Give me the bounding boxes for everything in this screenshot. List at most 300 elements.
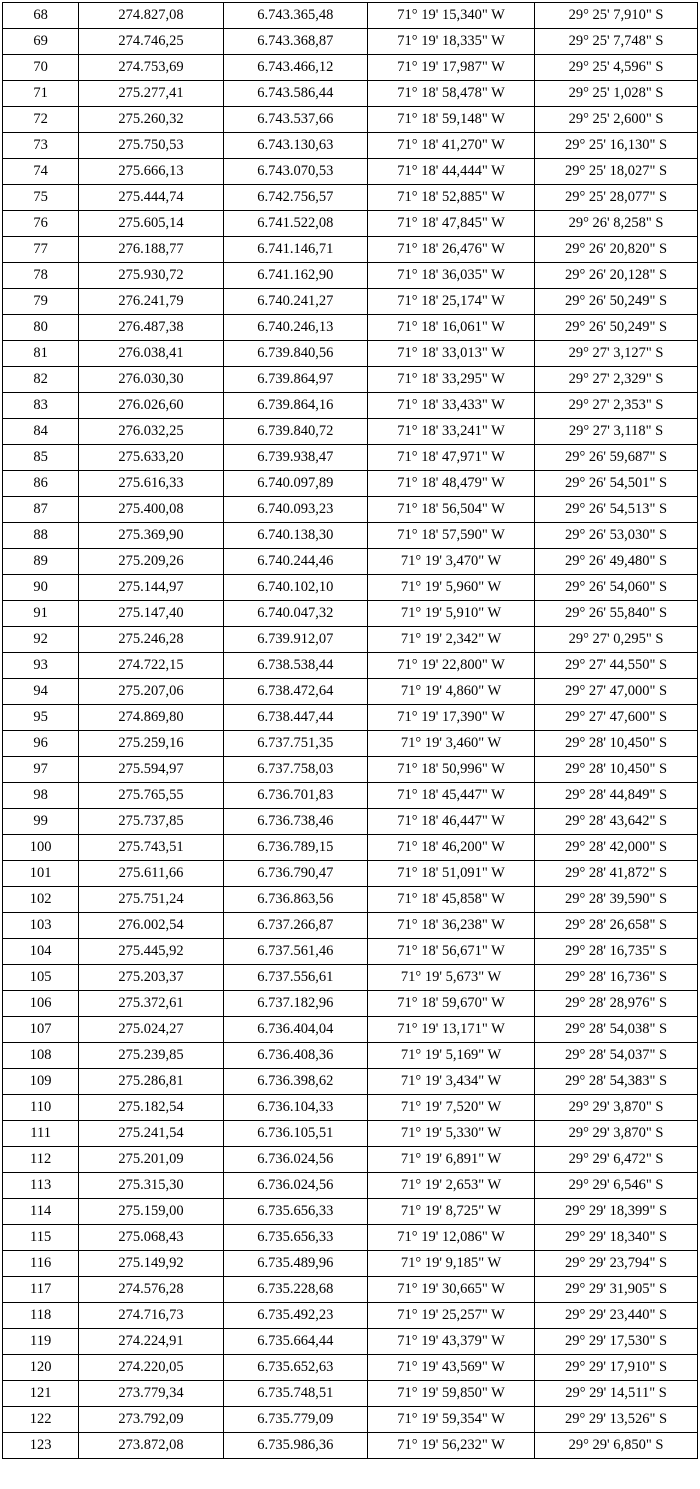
cell-latitude: 29° 27' 44,550" S (535, 653, 698, 679)
cell-longitude: 71° 19' 5,960" W (368, 575, 535, 601)
cell-index: 88 (3, 523, 79, 549)
cell-latitude: 29° 26' 54,501" S (535, 471, 698, 497)
cell-index: 73 (3, 133, 79, 159)
cell-easting: 275.930,72 (79, 263, 223, 289)
cell-latitude: 29° 29' 17,910" S (535, 1355, 698, 1381)
cell-northing: 6.738.538,44 (223, 653, 367, 679)
cell-northing: 6.742.756,57 (223, 185, 367, 211)
cell-northing: 6.740.093,23 (223, 497, 367, 523)
cell-index: 106 (3, 991, 79, 1017)
cell-northing: 6.743.365,48 (223, 3, 367, 29)
cell-longitude: 71° 18' 36,238" W (368, 913, 535, 939)
cell-latitude: 29° 27' 0,295" S (535, 627, 698, 653)
cell-easting: 275.241,54 (79, 1121, 223, 1147)
cell-longitude: 71° 18' 50,996" W (368, 757, 535, 783)
cell-latitude: 29° 29' 18,399" S (535, 1199, 698, 1225)
cell-longitude: 71° 19' 43,379" W (368, 1329, 535, 1355)
cell-index: 114 (3, 1199, 79, 1225)
cell-northing: 6.737.266,87 (223, 913, 367, 939)
cell-northing: 6.740.138,30 (223, 523, 367, 549)
cell-latitude: 29° 27' 3,127" S (535, 341, 698, 367)
table-row (3, 887, 698, 913)
cell-northing: 6.739.912,07 (223, 627, 367, 653)
cell-index: 110 (3, 1095, 79, 1121)
cell-latitude: 29° 25' 2,600" S (535, 107, 698, 133)
cell-northing: 6.735.492,23 (223, 1303, 367, 1329)
cell-easting: 275.239,85 (79, 1043, 223, 1069)
cell-latitude: 29° 28' 43,642" S (535, 809, 698, 835)
table-row (3, 523, 698, 549)
cell-latitude: 29° 26' 8,258" S (535, 211, 698, 237)
cell-longitude: 71° 18' 59,148" W (368, 107, 535, 133)
cell-index: 70 (3, 55, 79, 81)
cell-easting: 275.260,32 (79, 107, 223, 133)
cell-longitude: 71° 19' 43,569" W (368, 1355, 535, 1381)
cell-easting: 275.182,54 (79, 1095, 223, 1121)
cell-latitude: 29° 29' 3,870" S (535, 1121, 698, 1147)
cell-longitude: 71° 18' 36,035" W (368, 263, 535, 289)
cell-index: 77 (3, 237, 79, 263)
cell-index: 84 (3, 419, 79, 445)
cell-easting: 275.315,30 (79, 1173, 223, 1199)
cell-northing: 6.739.864,97 (223, 367, 367, 393)
cell-longitude: 71° 19' 25,257" W (368, 1303, 535, 1329)
cell-easting: 276.026,60 (79, 393, 223, 419)
cell-latitude: 29° 27' 47,000" S (535, 679, 698, 705)
cell-northing: 6.735.986,36 (223, 1433, 367, 1459)
table-row (3, 627, 698, 653)
cell-easting: 273.872,08 (79, 1433, 223, 1459)
table-row (3, 1381, 698, 1407)
cell-index: 115 (3, 1225, 79, 1251)
cell-latitude: 29° 27' 47,600" S (535, 705, 698, 731)
table-row (3, 107, 698, 133)
cell-longitude: 71° 18' 56,504" W (368, 497, 535, 523)
cell-northing: 6.737.556,61 (223, 965, 367, 991)
cell-index: 83 (3, 393, 79, 419)
cell-latitude: 29° 25' 16,130" S (535, 133, 698, 159)
cell-latitude: 29° 26' 49,480" S (535, 549, 698, 575)
table-row (3, 419, 698, 445)
cell-easting: 274.722,15 (79, 653, 223, 679)
cell-latitude: 29° 29' 6,850" S (535, 1433, 698, 1459)
cell-northing: 6.736.024,56 (223, 1173, 367, 1199)
cell-northing: 6.739.840,56 (223, 341, 367, 367)
cell-index: 104 (3, 939, 79, 965)
cell-northing: 6.737.561,46 (223, 939, 367, 965)
cell-easting: 275.159,00 (79, 1199, 223, 1225)
table-row (3, 1173, 698, 1199)
cell-index: 122 (3, 1407, 79, 1433)
cell-index: 117 (3, 1277, 79, 1303)
cell-index: 75 (3, 185, 79, 211)
table-row (3, 315, 698, 341)
cell-index: 119 (3, 1329, 79, 1355)
cell-longitude: 71° 19' 9,185" W (368, 1251, 535, 1277)
cell-northing: 6.735.656,33 (223, 1199, 367, 1225)
table-row (3, 81, 698, 107)
cell-northing: 6.740.241,27 (223, 289, 367, 315)
cell-easting: 274.827,08 (79, 3, 223, 29)
cell-northing: 6.740.097,89 (223, 471, 367, 497)
cell-easting: 275.246,28 (79, 627, 223, 653)
cell-easting: 276.038,41 (79, 341, 223, 367)
cell-index: 103 (3, 913, 79, 939)
table-row (3, 1069, 698, 1095)
cell-latitude: 29° 28' 26,658" S (535, 913, 698, 939)
cell-northing: 6.735.779,09 (223, 1407, 367, 1433)
cell-longitude: 71° 19' 56,232" W (368, 1433, 535, 1459)
table-row (3, 471, 698, 497)
cell-longitude: 71° 19' 5,169" W (368, 1043, 535, 1069)
cell-easting: 275.068,43 (79, 1225, 223, 1251)
cell-longitude: 71° 18' 26,476" W (368, 237, 535, 263)
cell-latitude: 29° 28' 54,038" S (535, 1017, 698, 1043)
cell-easting: 276.030,30 (79, 367, 223, 393)
cell-latitude: 29° 25' 18,027" S (535, 159, 698, 185)
cell-longitude: 71° 19' 6,891" W (368, 1147, 535, 1173)
cell-index: 80 (3, 315, 79, 341)
cell-easting: 275.203,37 (79, 965, 223, 991)
table-row (3, 1433, 698, 1459)
cell-latitude: 29° 26' 54,060" S (535, 575, 698, 601)
cell-longitude: 71° 18' 33,013" W (368, 341, 535, 367)
cell-latitude: 29° 26' 50,249" S (535, 289, 698, 315)
cell-index: 85 (3, 445, 79, 471)
cell-easting: 275.400,08 (79, 497, 223, 523)
cell-easting: 275.372,61 (79, 991, 223, 1017)
cell-longitude: 71° 18' 48,479" W (368, 471, 535, 497)
cell-latitude: 29° 25' 4,596" S (535, 55, 698, 81)
table-row (3, 55, 698, 81)
table-row (3, 29, 698, 55)
cell-latitude: 29° 26' 53,030" S (535, 523, 698, 549)
cell-index: 86 (3, 471, 79, 497)
cell-latitude: 29° 26' 20,820" S (535, 237, 698, 263)
cell-longitude: 71° 18' 46,200" W (368, 835, 535, 861)
cell-northing: 6.740.246,13 (223, 315, 367, 341)
cell-longitude: 71° 18' 16,061" W (368, 315, 535, 341)
cell-easting: 275.209,26 (79, 549, 223, 575)
cell-easting: 273.779,34 (79, 1381, 223, 1407)
cell-longitude: 71° 19' 18,335" W (368, 29, 535, 55)
cell-northing: 6.739.864,16 (223, 393, 367, 419)
cell-index: 113 (3, 1173, 79, 1199)
cell-index: 93 (3, 653, 79, 679)
cell-longitude: 71° 18' 47,971" W (368, 445, 535, 471)
cell-easting: 275.286,81 (79, 1069, 223, 1095)
table-row (3, 731, 698, 757)
cell-longitude: 71° 19' 59,354" W (368, 1407, 535, 1433)
table-row (3, 1329, 698, 1355)
table-row (3, 575, 698, 601)
cell-index: 74 (3, 159, 79, 185)
cell-longitude: 71° 19' 2,653" W (368, 1173, 535, 1199)
cell-latitude: 29° 25' 7,910" S (535, 3, 698, 29)
table-row (3, 367, 698, 393)
cell-index: 78 (3, 263, 79, 289)
table-row (3, 991, 698, 1017)
cell-easting: 276.188,77 (79, 237, 223, 263)
cell-easting: 275.743,51 (79, 835, 223, 861)
cell-index: 112 (3, 1147, 79, 1173)
cell-longitude: 71° 18' 47,845" W (368, 211, 535, 237)
cell-index: 92 (3, 627, 79, 653)
table-row (3, 289, 698, 315)
table-row (3, 133, 698, 159)
cell-index: 99 (3, 809, 79, 835)
cell-easting: 274.576,28 (79, 1277, 223, 1303)
cell-easting: 275.149,92 (79, 1251, 223, 1277)
cell-latitude: 29° 28' 10,450" S (535, 731, 698, 757)
cell-index: 116 (3, 1251, 79, 1277)
cell-easting: 274.716,73 (79, 1303, 223, 1329)
cell-northing: 6.738.472,64 (223, 679, 367, 705)
cell-northing: 6.735.656,33 (223, 1225, 367, 1251)
table-row (3, 3, 698, 29)
cell-latitude: 29° 26' 20,128" S (535, 263, 698, 289)
table-row (3, 601, 698, 627)
cell-easting: 275.611,66 (79, 861, 223, 887)
cell-index: 81 (3, 341, 79, 367)
cell-longitude: 71° 19' 8,725" W (368, 1199, 535, 1225)
cell-longitude: 71° 18' 56,671" W (368, 939, 535, 965)
cell-index: 94 (3, 679, 79, 705)
cell-easting: 275.605,14 (79, 211, 223, 237)
cell-index: 107 (3, 1017, 79, 1043)
cell-latitude: 29° 26' 59,687" S (535, 445, 698, 471)
cell-easting: 273.792,09 (79, 1407, 223, 1433)
cell-northing: 6.740.244,46 (223, 549, 367, 575)
cell-latitude: 29° 29' 18,340" S (535, 1225, 698, 1251)
table-row (3, 653, 698, 679)
cell-longitude: 71° 19' 15,340" W (368, 3, 535, 29)
cell-northing: 6.735.748,51 (223, 1381, 367, 1407)
coordinates-table-body (3, 3, 698, 1459)
cell-northing: 6.736.790,47 (223, 861, 367, 887)
table-row (3, 1355, 698, 1381)
cell-latitude: 29° 29' 23,794" S (535, 1251, 698, 1277)
cell-easting: 276.241,79 (79, 289, 223, 315)
cell-index: 87 (3, 497, 79, 523)
cell-latitude: 29° 26' 54,513" S (535, 497, 698, 523)
cell-latitude: 29° 28' 54,037" S (535, 1043, 698, 1069)
cell-longitude: 71° 19' 5,330" W (368, 1121, 535, 1147)
cell-longitude: 71° 19' 22,800" W (368, 653, 535, 679)
cell-index: 97 (3, 757, 79, 783)
cell-index: 82 (3, 367, 79, 393)
cell-easting: 275.750,53 (79, 133, 223, 159)
cell-longitude: 71° 19' 7,520" W (368, 1095, 535, 1121)
cell-longitude: 71° 18' 57,590" W (368, 523, 535, 549)
table-row (3, 965, 698, 991)
cell-longitude: 71° 18' 33,433" W (368, 393, 535, 419)
table-row (3, 159, 698, 185)
cell-longitude: 71° 19' 3,434" W (368, 1069, 535, 1095)
cell-latitude: 29° 28' 42,000" S (535, 835, 698, 861)
cell-latitude: 29° 28' 28,976" S (535, 991, 698, 1017)
cell-northing: 6.736.398,62 (223, 1069, 367, 1095)
cell-longitude: 71° 18' 45,858" W (368, 887, 535, 913)
cell-easting: 275.207,06 (79, 679, 223, 705)
cell-longitude: 71° 18' 45,447" W (368, 783, 535, 809)
table-row (3, 783, 698, 809)
cell-latitude: 29° 28' 39,590" S (535, 887, 698, 913)
cell-longitude: 71° 19' 13,171" W (368, 1017, 535, 1043)
cell-latitude: 29° 26' 50,249" S (535, 315, 698, 341)
table-row (3, 1251, 698, 1277)
cell-latitude: 29° 29' 14,511" S (535, 1381, 698, 1407)
table-row (3, 679, 698, 705)
cell-index: 118 (3, 1303, 79, 1329)
table-row (3, 549, 698, 575)
cell-index: 91 (3, 601, 79, 627)
cell-northing: 6.735.228,68 (223, 1277, 367, 1303)
table-row (3, 211, 698, 237)
cell-index: 98 (3, 783, 79, 809)
cell-longitude: 71° 19' 12,086" W (368, 1225, 535, 1251)
cell-longitude: 71° 19' 17,987" W (368, 55, 535, 81)
table-row (3, 1121, 698, 1147)
table-row (3, 237, 698, 263)
cell-longitude: 71° 19' 59,850" W (368, 1381, 535, 1407)
cell-latitude: 29° 29' 6,472" S (535, 1147, 698, 1173)
cell-easting: 275.765,55 (79, 783, 223, 809)
cell-easting: 275.445,92 (79, 939, 223, 965)
cell-easting: 274.224,91 (79, 1329, 223, 1355)
table-row (3, 1303, 698, 1329)
cell-northing: 6.743.130,63 (223, 133, 367, 159)
cell-longitude: 71° 19' 4,860" W (368, 679, 535, 705)
cell-longitude: 71° 19' 3,470" W (368, 549, 535, 575)
table-row (3, 913, 698, 939)
cell-longitude: 71° 18' 25,174" W (368, 289, 535, 315)
cell-easting: 275.144,97 (79, 575, 223, 601)
cell-latitude: 29° 27' 3,118" S (535, 419, 698, 445)
cell-latitude: 29° 28' 16,736" S (535, 965, 698, 991)
cell-index: 121 (3, 1381, 79, 1407)
cell-longitude: 71° 18' 58,478" W (368, 81, 535, 107)
cell-longitude: 71° 19' 2,342" W (368, 627, 535, 653)
cell-easting: 275.277,41 (79, 81, 223, 107)
cell-index: 123 (3, 1433, 79, 1459)
cell-longitude: 71° 18' 46,447" W (368, 809, 535, 835)
cell-easting: 275.751,24 (79, 887, 223, 913)
cell-index: 72 (3, 107, 79, 133)
cell-easting: 274.869,80 (79, 705, 223, 731)
cell-easting: 275.369,90 (79, 523, 223, 549)
cell-easting: 274.746,25 (79, 29, 223, 55)
cell-longitude: 71° 18' 33,295" W (368, 367, 535, 393)
cell-northing: 6.743.466,12 (223, 55, 367, 81)
cell-latitude: 29° 25' 1,028" S (535, 81, 698, 107)
cell-northing: 6.740.102,10 (223, 575, 367, 601)
table-row (3, 1225, 698, 1251)
cell-northing: 6.737.751,35 (223, 731, 367, 757)
cell-index: 95 (3, 705, 79, 731)
cell-latitude: 29° 28' 44,849" S (535, 783, 698, 809)
cell-northing: 6.736.863,56 (223, 887, 367, 913)
cell-northing: 6.739.938,47 (223, 445, 367, 471)
cell-latitude: 29° 29' 3,870" S (535, 1095, 698, 1121)
cell-northing: 6.741.146,71 (223, 237, 367, 263)
cell-northing: 6.740.047,32 (223, 601, 367, 627)
cell-index: 76 (3, 211, 79, 237)
table-row (3, 1147, 698, 1173)
cell-index: 90 (3, 575, 79, 601)
cell-index: 69 (3, 29, 79, 55)
cell-northing: 6.736.404,04 (223, 1017, 367, 1043)
cell-index: 105 (3, 965, 79, 991)
cell-easting: 275.444,74 (79, 185, 223, 211)
cell-northing: 6.735.489,96 (223, 1251, 367, 1277)
table-row (3, 861, 698, 887)
cell-longitude: 71° 19' 3,460" W (368, 731, 535, 757)
cell-index: 100 (3, 835, 79, 861)
cell-easting: 275.024,27 (79, 1017, 223, 1043)
cell-latitude: 29° 27' 2,329" S (535, 367, 698, 393)
table-row (3, 185, 698, 211)
cell-northing: 6.743.537,66 (223, 107, 367, 133)
cell-latitude: 29° 28' 10,450" S (535, 757, 698, 783)
cell-longitude: 71° 18' 41,270" W (368, 133, 535, 159)
cell-northing: 6.739.840,72 (223, 419, 367, 445)
cell-latitude: 29° 28' 16,735" S (535, 939, 698, 965)
table-row (3, 809, 698, 835)
cell-easting: 275.201,09 (79, 1147, 223, 1173)
table-row (3, 393, 698, 419)
cell-northing: 6.736.024,56 (223, 1147, 367, 1173)
cell-latitude: 29° 25' 28,077" S (535, 185, 698, 211)
cell-longitude: 71° 19' 17,390" W (368, 705, 535, 731)
table-row (3, 497, 698, 523)
cell-longitude: 71° 18' 59,670" W (368, 991, 535, 1017)
table-row (3, 1043, 698, 1069)
cell-longitude: 71° 19' 30,665" W (368, 1277, 535, 1303)
cell-easting: 276.002,54 (79, 913, 223, 939)
cell-index: 79 (3, 289, 79, 315)
cell-easting: 276.487,38 (79, 315, 223, 341)
table-row (3, 1277, 698, 1303)
cell-easting: 276.032,25 (79, 419, 223, 445)
cell-longitude: 71° 19' 5,910" W (368, 601, 535, 627)
cell-northing: 6.735.664,44 (223, 1329, 367, 1355)
cell-northing: 6.736.105,51 (223, 1121, 367, 1147)
cell-northing: 6.738.447,44 (223, 705, 367, 731)
cell-easting: 275.594,97 (79, 757, 223, 783)
cell-northing: 6.743.070,53 (223, 159, 367, 185)
table-row (3, 445, 698, 471)
cell-northing: 6.743.368,87 (223, 29, 367, 55)
cell-latitude: 29° 29' 6,546" S (535, 1173, 698, 1199)
cell-latitude: 29° 26' 55,840" S (535, 601, 698, 627)
cell-easting: 274.220,05 (79, 1355, 223, 1381)
table-row (3, 1407, 698, 1433)
cell-index: 102 (3, 887, 79, 913)
cell-index: 68 (3, 3, 79, 29)
cell-longitude: 71° 18' 51,091" W (368, 861, 535, 887)
cell-latitude: 29° 29' 17,530" S (535, 1329, 698, 1355)
coordinates-table (2, 2, 698, 1459)
cell-easting: 275.147,40 (79, 601, 223, 627)
cell-latitude: 29° 28' 41,872" S (535, 861, 698, 887)
cell-index: 109 (3, 1069, 79, 1095)
cell-index: 108 (3, 1043, 79, 1069)
cell-easting: 275.666,13 (79, 159, 223, 185)
table-row (3, 263, 698, 289)
cell-latitude: 29° 29' 13,526" S (535, 1407, 698, 1433)
cell-latitude: 29° 25' 7,748" S (535, 29, 698, 55)
